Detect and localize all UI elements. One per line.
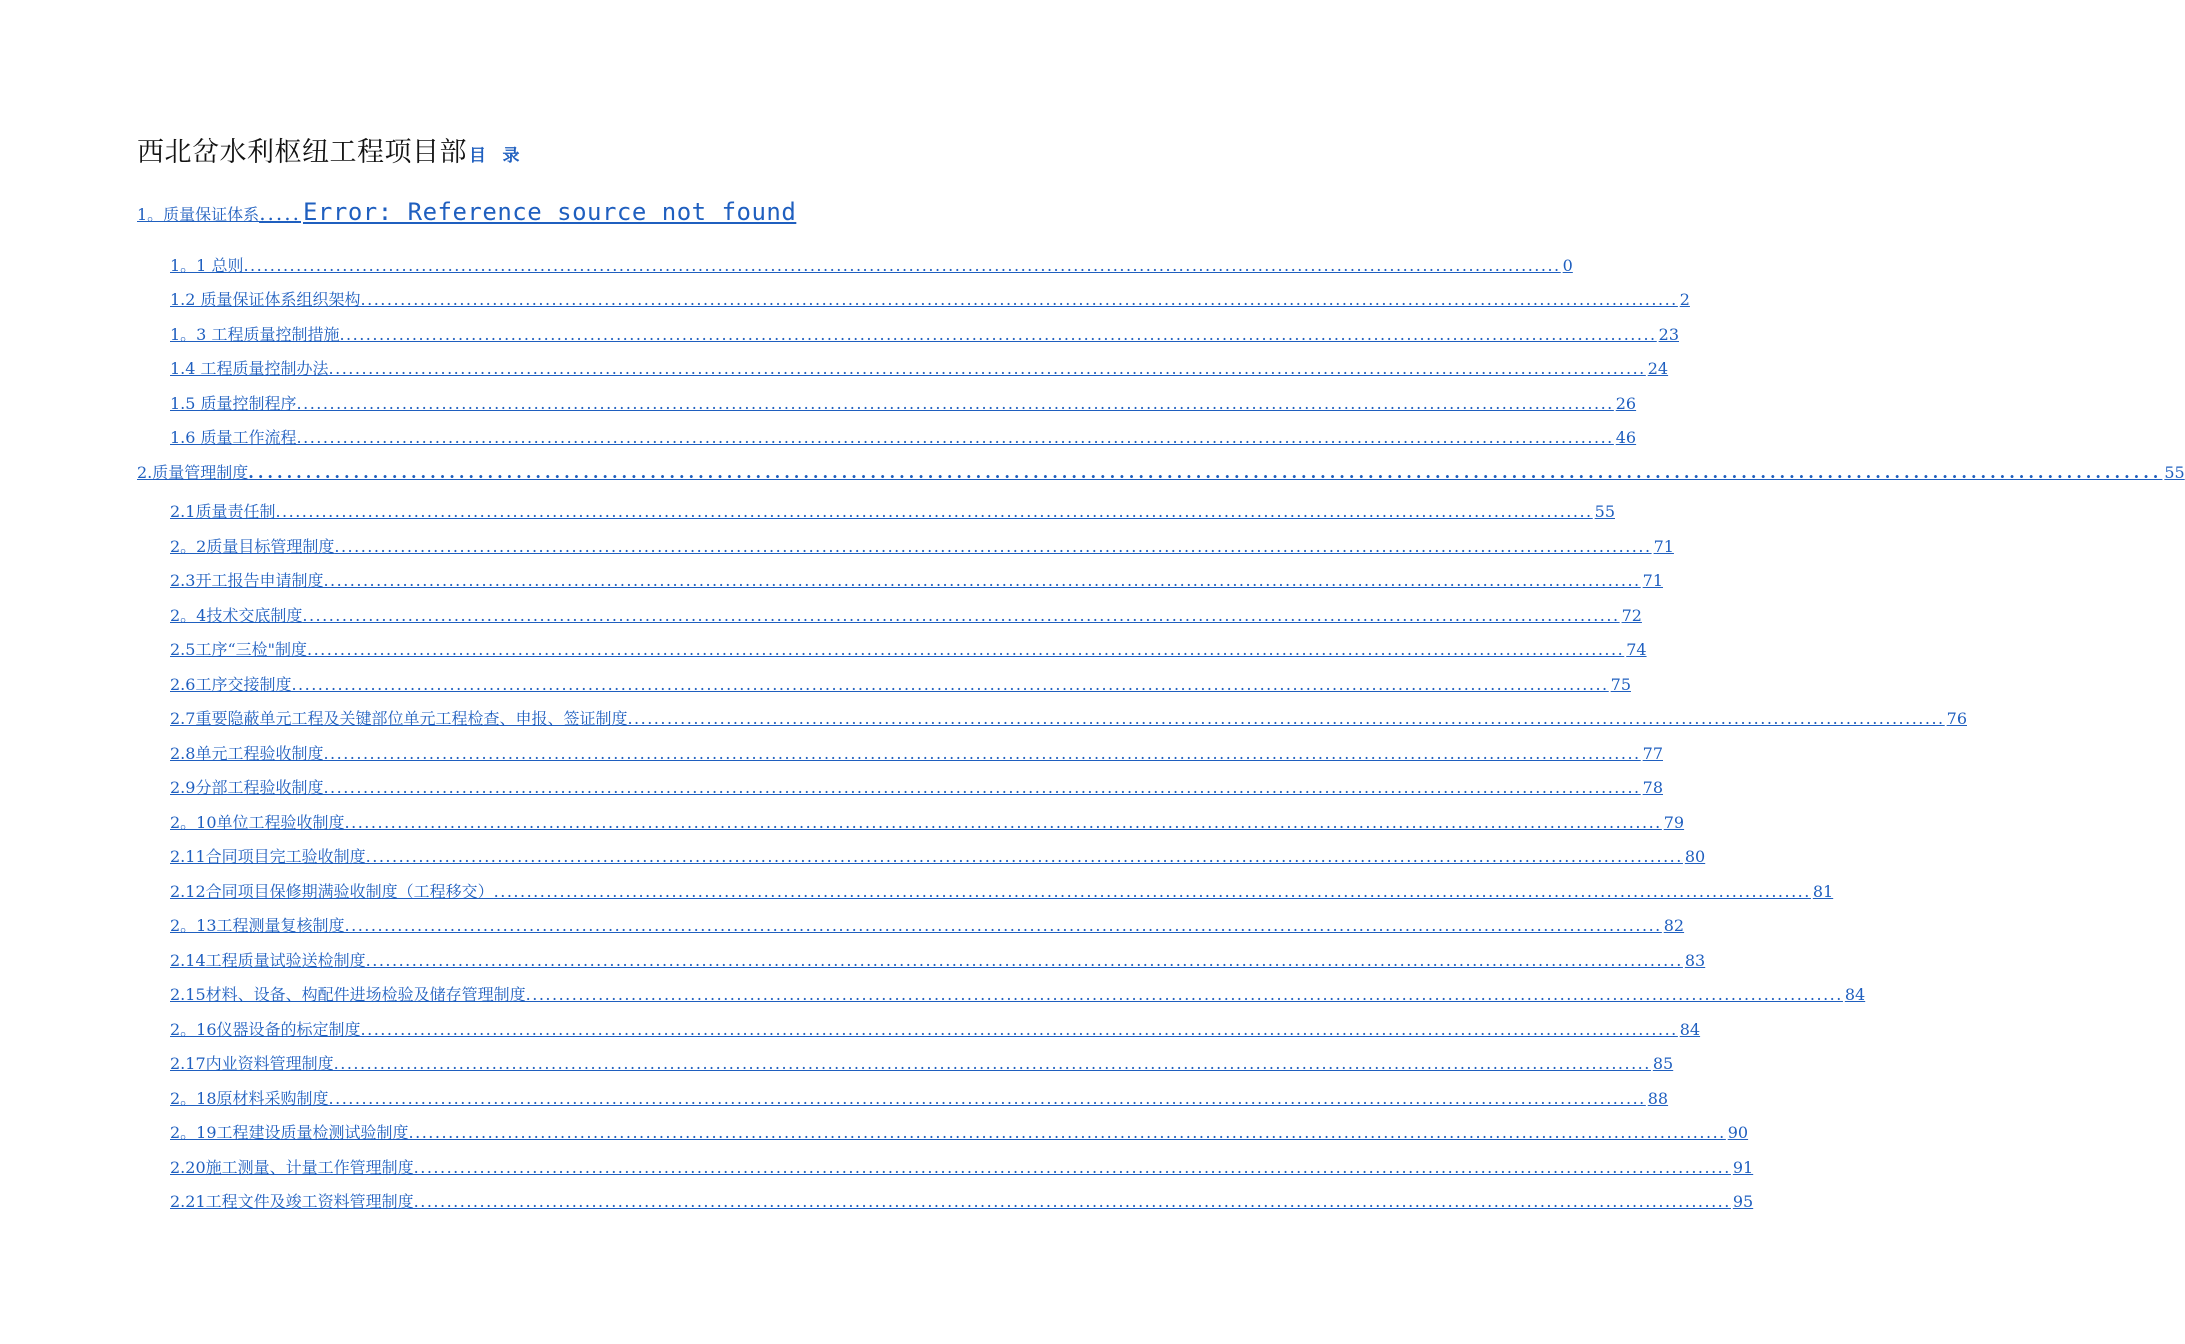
toc-dot-leader: .....	[259, 201, 301, 225]
toc-dot-leader: ........................................................................................................................................................................................................	[328, 1089, 1646, 1108]
toc-entry[interactable]	[170, 1155, 1754, 1178]
toc-dot-leader: ........................................................................................................................................................................................................	[323, 571, 1641, 590]
toc-entry[interactable]	[170, 844, 1706, 867]
toc-entry-label: 2。18原材料采购制度	[170, 1089, 329, 1108]
toc-entry-label: 1.5 质量控制程序	[170, 394, 297, 413]
toc-entry-label: 2.9分部工程验收制度	[170, 778, 324, 797]
toc-entry-page: 26	[1615, 394, 1637, 413]
toc-entry-label: 2.6工序交接制度	[170, 675, 292, 694]
toc-dot-leader: ........................................................................................................................................................................................................	[493, 882, 1811, 901]
toc-entry-page: 71	[1642, 571, 1663, 590]
toc-entry-label: 2.12合同项目保修期满验收制度（工程移交）	[170, 882, 494, 901]
toc-entry-page: 74	[1626, 640, 1647, 659]
toc-entry-page: 24	[1647, 359, 1669, 378]
toc-entry-label: 2.11合同项目完工验收制度	[170, 847, 366, 866]
toc-dot-leader: ........................................................................................................................................................................................................	[307, 640, 1625, 659]
toc-entry[interactable]	[170, 672, 1631, 695]
toc-entry[interactable]	[170, 879, 1834, 902]
toc-entry-page: 80	[1684, 847, 1706, 866]
toc-entry-page: 2	[1679, 290, 1690, 309]
toc-dot-leader: ........................................................................................................................................................................................................	[408, 1123, 1726, 1142]
toc-heading	[469, 146, 520, 166]
toc-entry-page: 46	[1615, 428, 1637, 447]
toc-heading-char-1: 目	[469, 146, 487, 166]
toc-entry-page: 84	[1844, 985, 1866, 1004]
toc-entry[interactable]	[170, 1086, 1669, 1109]
toc-dot-leader: ........................................................................................................................................................................................................	[413, 1158, 1731, 1177]
toc-entry-page: 77	[1642, 744, 1663, 763]
toc-entry[interactable]	[170, 913, 1685, 936]
toc-dot-leader: ........................................................................................................................................................................................................	[334, 537, 1652, 556]
toc-dot-leader: ........................................................................................................................................................................................................	[344, 916, 1662, 935]
toc-entry[interactable]	[170, 425, 1637, 448]
toc-entry-page: 55	[2164, 463, 2185, 482]
toc-entry-page: 76	[1946, 709, 1967, 728]
toc-entry-page: 81	[1812, 882, 1834, 901]
toc-entry-page: 90	[1727, 1123, 1749, 1142]
toc-entry[interactable]	[170, 391, 1637, 414]
toc-entry-page: 83	[1684, 951, 1706, 970]
toc-dot-leader: ........................................................................................................................................................................................................	[296, 428, 1614, 447]
toc-dot-leader: ........................................................................................................................................................................................................	[344, 813, 1662, 832]
toc-entry[interactable]	[170, 1120, 1749, 1143]
toc-entry-page: 85	[1652, 1054, 1674, 1073]
toc-entry-label: 1.6 质量工作流程	[170, 428, 297, 447]
toc-entry-page: 88	[1647, 1089, 1669, 1108]
toc-entry-page: 75	[1610, 675, 1631, 694]
toc-dot-leader: ........................................................................................................................................................................................................	[323, 744, 1641, 763]
toc-entry-label: 2。16仪器设备的标定制度	[170, 1020, 361, 1039]
toc-dot-leader: ........................................................................................................................................................................................................	[243, 256, 1561, 275]
toc-entry-label: 2。10单位工程验收制度	[170, 813, 345, 832]
toc-entry-label: 2.20施工测量、计量工作管理制度	[170, 1158, 414, 1177]
toc-entry-label: 2。19工程建设质量检测试验制度	[170, 1123, 409, 1142]
toc-dot-leader: ........................................................................................................................................................................................................	[248, 463, 2163, 482]
toc-entry[interactable]	[170, 982, 1866, 1005]
toc-entry-page: 95	[1732, 1192, 1754, 1211]
toc-entry-label: 1。质量保证体系	[137, 205, 260, 224]
toc-dot-leader: ........................................................................................................................................................................................................	[365, 951, 1683, 970]
toc-entry-label: 2。4技术交底制度	[170, 606, 303, 625]
toc-entry-page: 71	[1653, 537, 1674, 556]
toc-dot-leader: ........................................................................................................................................................................................................	[302, 606, 1620, 625]
toc-entry-page: 55	[1594, 502, 1615, 521]
toc-dot-leader: ........................................................................................................................................................................................................	[525, 985, 1843, 1004]
toc-dot-leader: ........................................................................................................................................................................................................	[360, 1020, 1678, 1039]
toc-entry-label: 2.3开工报告申请制度	[170, 571, 324, 590]
toc-entry[interactable]	[170, 499, 1615, 522]
toc-entry-label: 2.7重要隐蔽单元工程及关键部位单元工程检查、申报、签证制度	[170, 709, 628, 728]
toc-dot-leader: ........................................................................................................................................................................................................	[323, 778, 1641, 797]
toc-entry[interactable]	[170, 322, 1679, 345]
toc-entry[interactable]	[170, 534, 1674, 557]
toc-entry[interactable]	[137, 198, 836, 226]
toc-heading-char-2: 录	[502, 146, 520, 166]
toc-entry-page: 23	[1658, 325, 1679, 344]
toc-entry[interactable]	[170, 775, 1663, 798]
toc-entry[interactable]	[170, 1189, 1754, 1212]
toc-entry-label: 2.8单元工程验收制度	[170, 744, 324, 763]
toc-entry-label: 2。2质量目标管理制度	[170, 537, 335, 556]
toc-dot-leader: ........................................................................................................................................................................................................	[413, 1192, 1731, 1211]
toc-entry-label: 2.17内业资料管理制度	[170, 1054, 334, 1073]
toc-entry[interactable]	[137, 460, 2185, 483]
toc-entry-page: 82	[1663, 916, 1685, 935]
toc-entry[interactable]	[170, 1017, 1701, 1040]
toc-entry-page: 84	[1679, 1020, 1701, 1039]
toc-entry[interactable]	[170, 948, 1706, 971]
toc-dot-leader: ........................................................................................................................................................................................................	[360, 290, 1678, 309]
toc-entry-label: 2.5工序“三检"制度	[170, 640, 307, 659]
toc-entry-label: 2。13工程测量复核制度	[170, 916, 345, 935]
toc-entry-label: 2.1质量责任制	[170, 502, 276, 521]
toc-entry-page: 91	[1732, 1158, 1754, 1177]
toc-entry-label: 1。1 总则	[170, 256, 244, 275]
toc-entry-label: 1。3 工程质量控制措施	[170, 325, 340, 344]
toc-entry-page: 78	[1642, 778, 1663, 797]
toc-dot-leader: ........................................................................................................................................................................................................	[291, 675, 1609, 694]
toc-entry[interactable]	[170, 637, 1647, 660]
toc-entry[interactable]	[170, 810, 1685, 833]
toc-entry[interactable]	[170, 253, 1573, 276]
toc-dot-leader: ........................................................................................................................................................................................................	[339, 325, 1657, 344]
toc-entry[interactable]	[170, 356, 1669, 379]
toc-dot-leader: ........................................................................................................................................................................................................	[328, 359, 1646, 378]
toc-entry-label: 2.15材料、设备、构配件进场检验及储存管理制度	[170, 985, 526, 1004]
toc-entry-page: Error: Reference source not found	[302, 198, 797, 226]
toc-entry-label: 1.4 工程质量控制办法	[170, 359, 329, 378]
toc-entry[interactable]	[170, 603, 1642, 626]
toc-dot-leader: ........................................................................................................................................................................................................	[296, 394, 1614, 413]
toc-entry[interactable]	[170, 287, 1690, 310]
toc-entry-page: 72	[1621, 606, 1642, 625]
document-title	[137, 130, 520, 170]
toc-entry-label: 2.21工程文件及竣工资料管理制度	[170, 1192, 414, 1211]
project-title: 西北岔水利枢纽工程项目部	[137, 137, 467, 168]
toc-entry-page: 79	[1663, 813, 1685, 832]
toc-entry[interactable]	[170, 706, 1967, 729]
toc-entry-label: 1.2 质量保证体系组织架构	[170, 290, 361, 309]
toc-dot-leader: ........................................................................................................................................................................................................	[365, 847, 1683, 866]
toc-entry-label: 2.质量管理制度	[137, 463, 249, 482]
toc-entry-label: 2.14工程质量试验送检制度	[170, 951, 366, 970]
toc-dot-leader: ........................................................................................................................................................................................................	[627, 709, 1945, 728]
toc-entry[interactable]	[170, 568, 1663, 591]
toc-dot-leader: ........................................................................................................................................................................................................	[333, 1054, 1651, 1073]
toc-entry-page: 0	[1562, 256, 1573, 275]
toc-dot-leader: ........................................................................................................................................................................................................	[275, 502, 1593, 521]
toc-entry[interactable]	[170, 741, 1663, 764]
toc-entry[interactable]	[170, 1051, 1674, 1074]
